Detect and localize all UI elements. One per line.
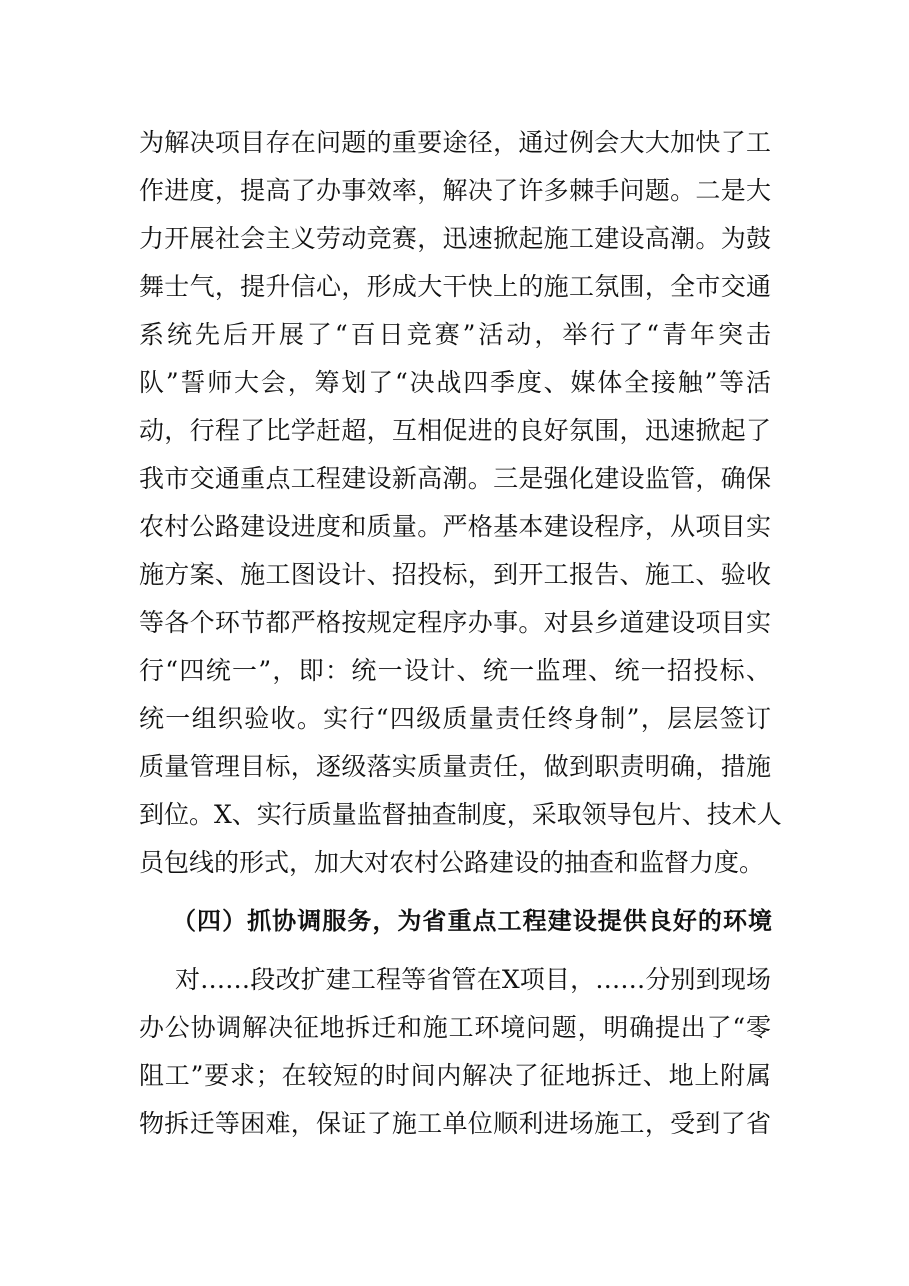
paragraph-1-line-10: 施方案、施工图设计、招投标，到开工报告、施工、验收 xyxy=(139,560,771,589)
paragraph-1-line-3: 力开展社会主义劳动竞赛，迅速掀起施工建设高潮。为鼓 xyxy=(139,224,771,253)
paragraph-2-line-3: 阻工”要求；在较短的时间内解决了征地拆迁、地上附属 xyxy=(139,1061,771,1090)
paragraph-1-line-8: 我市交通重点工程建设新高潮。三是强化建设监管，确保 xyxy=(139,464,771,493)
paragraph-1-line-16: 员包线的形式，加大对农村公路建设的抽查和监督力度。 xyxy=(139,848,765,877)
paragraph-1-line-12: 行“四统一”，即：统一设计、统一监理、统一招投标、 xyxy=(139,656,771,685)
paragraph-2-line-1: 对……段改扩建工程等省管在X项目，……分别到现场 xyxy=(175,965,771,994)
paragraph-1-line-6: 队”誓师大会，筹划了“决战四季度、媒体全接触”等活 xyxy=(139,368,771,397)
paragraph-1-line-13: 统一组织验收。实行“四级质量责任终身制”，层层签订 xyxy=(139,704,771,733)
paragraph-1-line-1: 为解决项目存在问题的重要途径，通过例会大大加快了工 xyxy=(139,128,771,157)
paragraph-2-line-2: 办公协调解决征地拆迁和施工环境问题，明确提出了“零 xyxy=(139,1013,771,1042)
paragraph-1-line-4: 舞士气，提升信心，形成大干快上的施工氛围，全市交通 xyxy=(139,272,771,301)
section-heading: （四）抓协调服务，为省重点工程建设提供良好的环境 xyxy=(172,907,772,935)
paragraph-1-line-7: 动，行程了比学赶超，互相促进的良好氛围，迅速掀起了 xyxy=(139,416,771,445)
paragraph-1-line-11: 等各个环节都严格按规定程序办事。对县乡道建设项目实 xyxy=(139,608,771,637)
paragraph-1-line-5: 系统先后开展了“百日竞赛”活动，举行了“青年突击 xyxy=(139,320,771,349)
paragraph-1-line-15: 到位。X、实行质量监督抽查制度，采取领导包片、技术人 xyxy=(139,800,782,829)
paragraph-1-line-14: 质量管理目标，逐级落实质量责任，做到职责明确，措施 xyxy=(139,752,771,781)
paragraph-2-line-4: 物拆迁等困难，保证了施工单位顺利进场施工，受到了省 xyxy=(139,1109,771,1138)
paragraph-1-line-2: 作进度，提高了办事效率，解决了许多棘手问题。二是大 xyxy=(139,176,771,205)
paragraph-1-line-9: 农村公路建设进度和质量。严格基本建设程序，从项目实 xyxy=(139,512,771,541)
